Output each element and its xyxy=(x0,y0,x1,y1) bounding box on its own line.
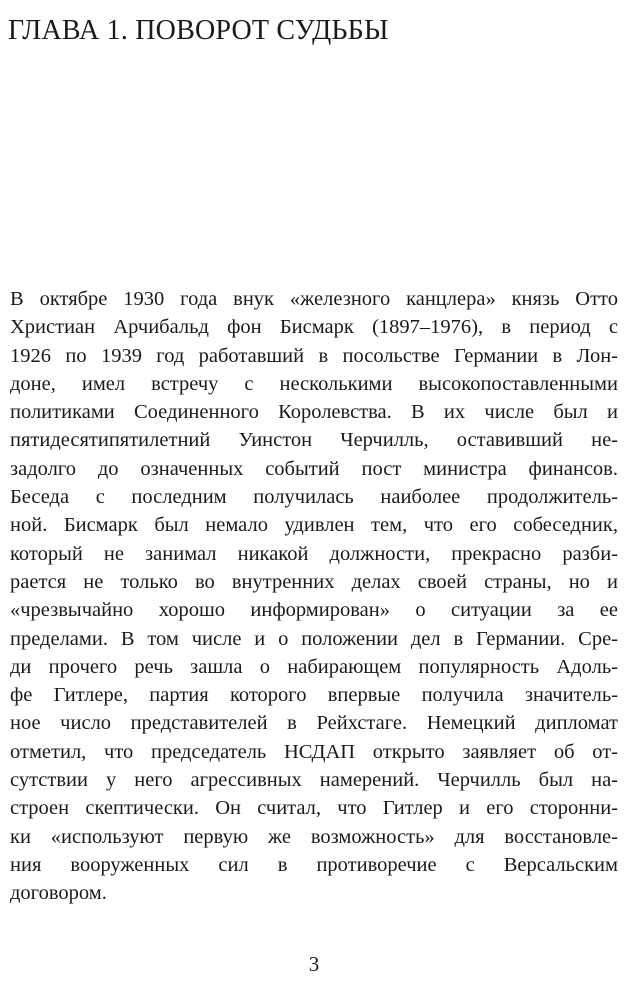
text-line: сутствии у него агрессивных намерений. Черчилль был на- xyxy=(10,769,618,792)
text-line-last: договором. xyxy=(10,882,107,905)
page-number: 3 xyxy=(308,952,320,976)
text-line: задолго до означенных событий пост министра финансов. xyxy=(10,457,618,480)
text-line: ния вооруженных сил в противоречие с Версальским xyxy=(10,853,618,876)
text-line: Христиан Арчибальд фон Бисмарк (1897–1976), в период с xyxy=(10,316,618,339)
text-line: доне, имел встречу с несколькими высокопоставленными xyxy=(10,372,618,395)
body-paragraph xyxy=(10,285,618,908)
text-line: отметил, что председатель НСДАП открыто заявляет об от- xyxy=(10,740,618,763)
text-line: Беседа с последним получилась наиболее продолжитель- xyxy=(10,486,618,509)
text-line: строен скептически. Он считал, что Гитлер и его сторонни- xyxy=(10,797,618,820)
text-line: ки «используют первую же возможность» для восстановле- xyxy=(10,825,618,848)
text-line: ное число представителей в Рейхстаге. Немецкий дипломат xyxy=(10,712,618,735)
text-line: рается не только во внутренних делах своей страны, но и xyxy=(10,570,618,593)
chapter-title: ГЛАВА 1. ПОВОРОТ СУДЬБЫ xyxy=(8,15,389,46)
text-line: пределами. В том числе и о положении дел в Германии. Сре- xyxy=(10,627,618,650)
text-line: 1926 по 1939 год работавший в посольстве Германии в Лон- xyxy=(10,344,618,367)
text-line: пятидесятипятилетний Уинстон Черчилль, оставивший не- xyxy=(10,429,618,452)
text-line: ди прочего речь зашла о набирающем популярность Адоль- xyxy=(10,655,618,678)
text-line: фе Гитлере, партия которого впервые получила значитель- xyxy=(10,684,618,707)
text-line: В октябре 1930 года внук «железного канцлера» князь Отто xyxy=(10,288,618,310)
text-line: политиками Соединенного Королевства. В их числе был и xyxy=(10,401,618,424)
text-line: который не занимал никакой должности, прекрасно разби- xyxy=(10,542,618,565)
text-line: «чрезвычайно хорошо информирован» о ситуации за ее xyxy=(10,599,618,622)
text-line: ной. Бисмарк был немало удивлен тем, что его собеседник, xyxy=(10,514,618,537)
